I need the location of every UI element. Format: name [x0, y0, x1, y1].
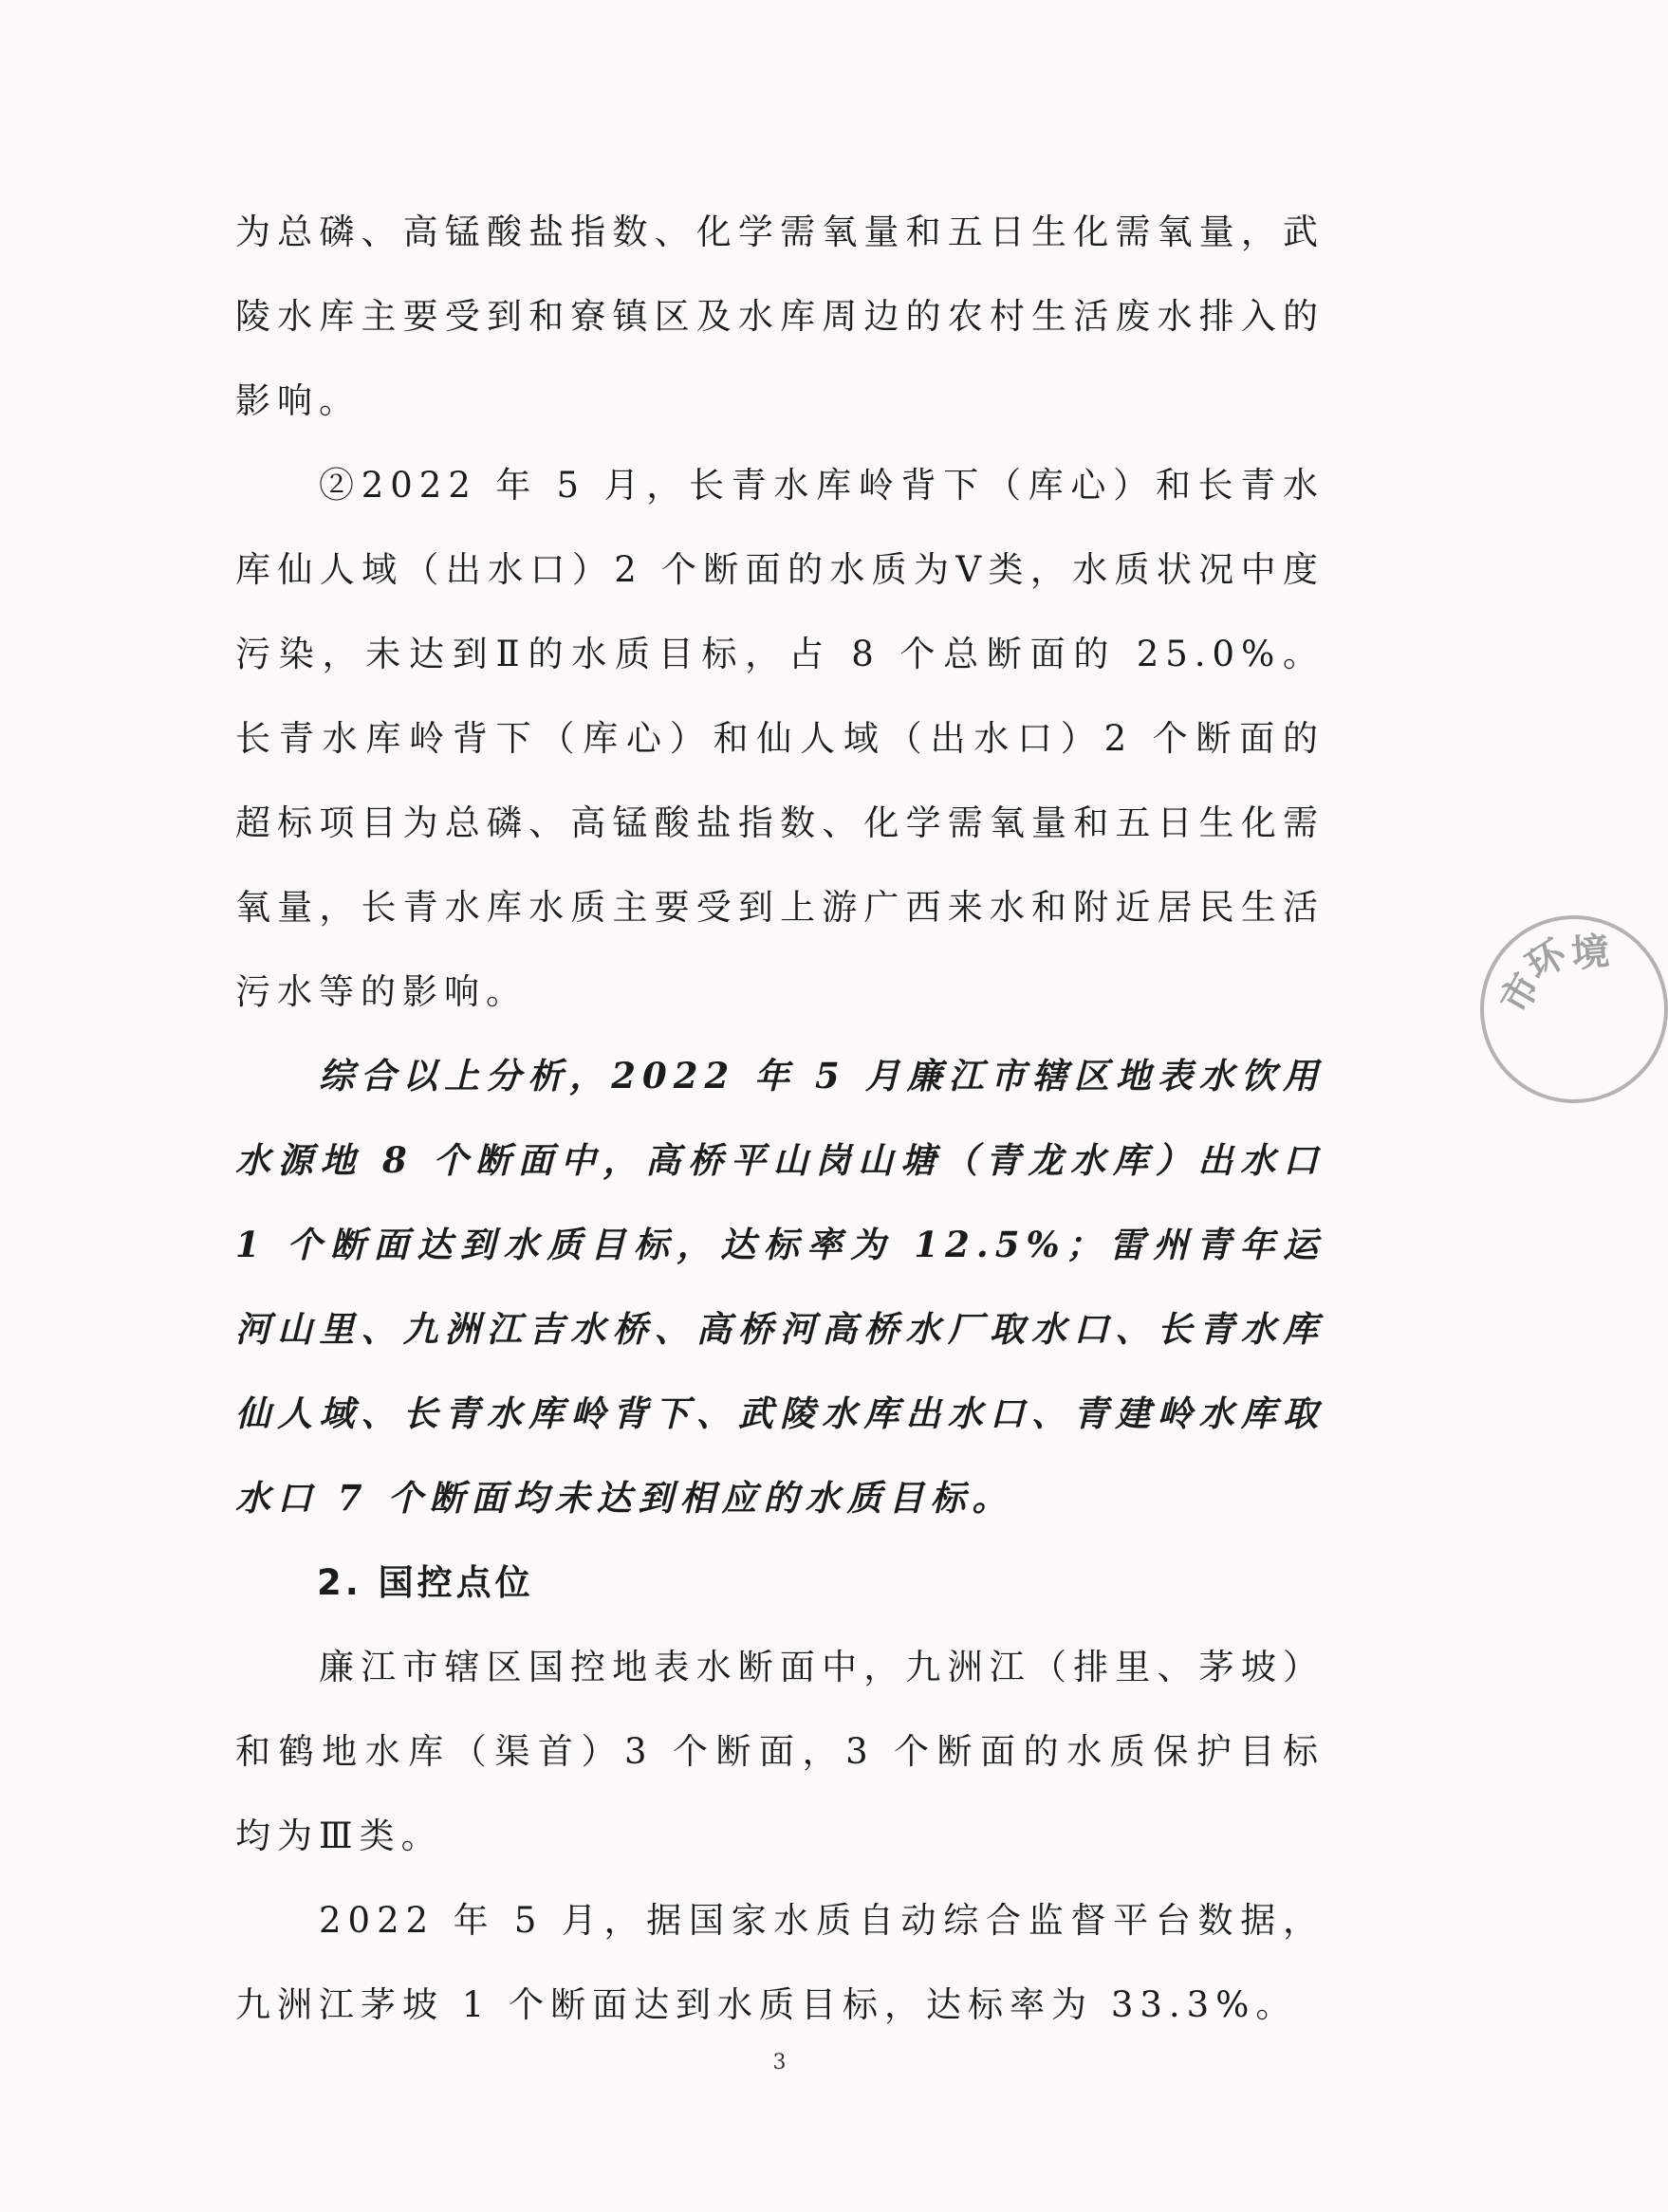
paragraph-continuation: 为总磷、高锰酸盐指数、化学需氧量和五日生化需氧量，武陵水库主要受到和寮镇区及水库周边的农村生活废水排入的影响。 [235, 212, 1325, 421]
seal-char: 境 [1569, 929, 1612, 977]
paragraph-changqing-reservoir: ②2022 年 5 月，长青水库岭背下（库心）和长青水库仙人域（出水口）2 个断面的水质为Ⅴ类，水质状况中度污染，未达到Ⅱ的水质目标，占 8 个总断面的 25.0%。长青水库岭背下（库心）和仙人域（出水口）2 个断面的超标项目为总磷、高锰酸盐指数、化学需氧量和五日生化需氧量，长青水库水质主要受到上游广西来水和附近居民生活污水等的影响。 [235, 465, 1325, 1012]
paragraph-national-sections: 廉江市辖区国控地表水断面中，九洲江（排里、茅坡）和鹤地水库（渠首）3 个断面，3 个断面的水质保护目标均为Ⅲ类。 [235, 1647, 1325, 1856]
paragraph-monitoring-result: 2022 年 5 月，据国家水质自动综合监督平台数据，九洲江茅坡 1 个断面达到水质目标，达标率为 33.3%。 [235, 1900, 1325, 2025]
paragraph-summary: 综合以上分析，2022 年 5 月廉江市辖区地表水饮用水源地 8 个断面中，高桥平山岗山塘（青龙水库）出水口 1 个断面达到水质目标，达标率为 12.5%；雷州青年运河山里、九洲江吉水桥、高桥河高桥水厂取水口、长青水库仙人域、长青水库岭背下、武陵水库出水口、青建岭水库取水口 7 个断面均未达到相应的水质目标。 [235, 1055, 1325, 1519]
official-seal-stamp [1480, 915, 1668, 1103]
section-heading: 2. 国控点位 [317, 1562, 534, 1603]
document-body [235, 190, 1325, 2047]
seal-char: 环 [1518, 931, 1575, 989]
page-number: 3 [772, 2051, 787, 2074]
seal-char: 市 [1492, 965, 1549, 1022]
